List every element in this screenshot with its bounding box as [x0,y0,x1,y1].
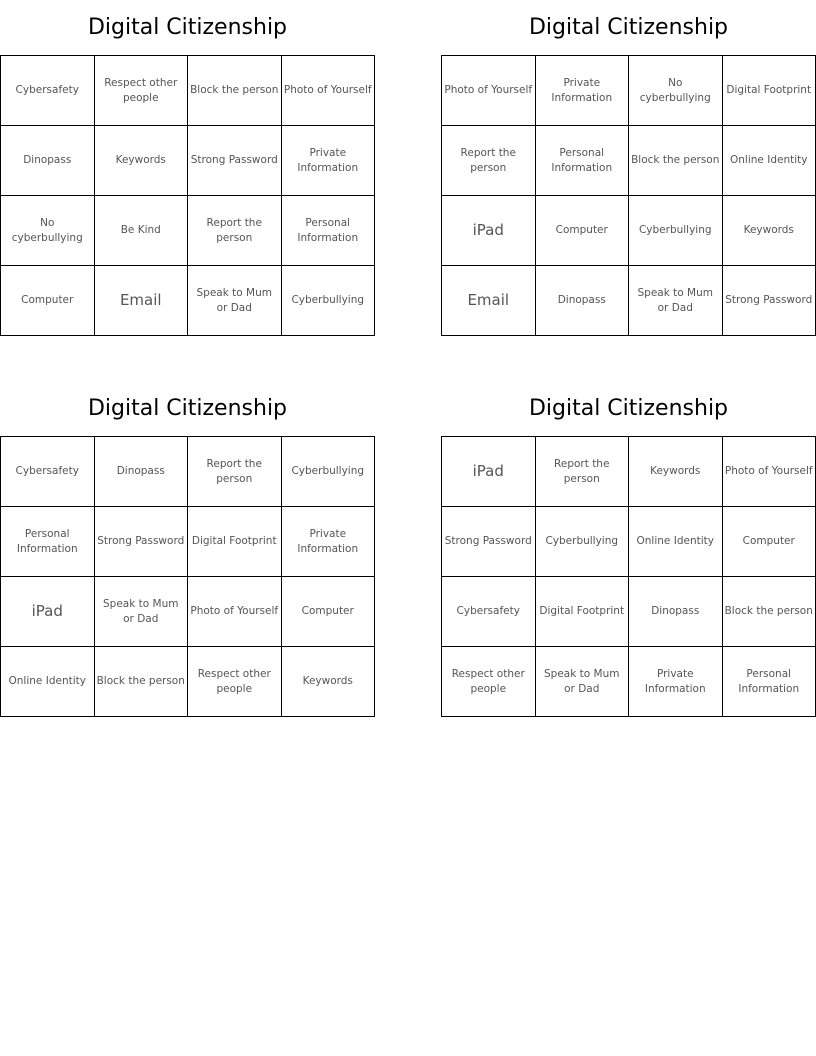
table-row [442,56,816,126]
bingo-cell: Respect other people [94,56,188,126]
card-title: Digital Citizenship [87,396,288,421]
bingo-cell: Personal Information [1,507,95,577]
table-row [442,437,816,507]
bingo-cell: Strong Password [442,507,536,577]
bingo-grid [441,55,816,336]
table-row [442,577,816,647]
bingo-cell: iPad [442,437,536,507]
bingo-cell: Report the person [188,196,282,266]
table-row [1,56,375,126]
bingo-cell: Keywords [629,437,723,507]
table-row [1,577,375,647]
bingo-cell: Keywords [722,196,816,266]
bingo-cell: Cyberbullying [629,196,723,266]
bingo-cell: Dinopass [94,437,188,507]
table-row [442,647,816,717]
bingo-cell: Private Information [629,647,723,717]
table-row [442,196,816,266]
bingo-grid [0,55,375,336]
bingo-cell: Online Identity [629,507,723,577]
bingo-cell: Speak to Mum or Dad [94,577,188,647]
bingo-cell: Block the person [629,126,723,196]
bingo-cell: Speak to Mum or Dad [188,266,282,336]
bingo-cell: iPad [1,577,95,647]
table-row [442,507,816,577]
bingo-cell: Cyberbullying [281,437,375,507]
bingo-cell: Personal Information [535,126,629,196]
bingo-cell: No cyberbullying [1,196,95,266]
bingo-cell: Strong Password [722,266,816,336]
table-row [1,507,375,577]
bingo-cell: Computer [722,507,816,577]
bingo-cell: Computer [535,196,629,266]
bingo-grid [0,436,375,717]
bingo-cell: Online Identity [1,647,95,717]
bingo-cell: Respect other people [188,647,282,717]
bingo-cell: Cybersafety [442,577,536,647]
bingo-cell: Respect other people [442,647,536,717]
bingo-cell: Keywords [94,126,188,196]
bingo-cell: Computer [281,577,375,647]
bingo-cell: Strong Password [188,126,282,196]
bingo-cell: Block the person [188,56,282,126]
bingo-cell: Keywords [281,647,375,717]
bingo-cell: Online Identity [722,126,816,196]
table-row [442,266,816,336]
table-row [1,647,375,717]
table-row [1,266,375,336]
bingo-cell: Private Information [535,56,629,126]
bingo-cell: Block the person [722,577,816,647]
bingo-cell: Dinopass [629,577,723,647]
bingo-cell: Report the person [535,437,629,507]
bingo-cell: Photo of Yourself [281,56,375,126]
bingo-cell: Private Information [281,507,375,577]
table-row [1,437,375,507]
bingo-cell: Strong Password [94,507,188,577]
bingo-cell: Computer [1,266,95,336]
table-row [1,126,375,196]
bingo-cell: Digital Footprint [722,56,816,126]
bingo-cell: Digital Footprint [188,507,282,577]
bingo-cell: iPad [442,196,536,266]
table-row [1,196,375,266]
bingo-cell: Be Kind [94,196,188,266]
bingo-cell: Cyberbullying [535,507,629,577]
bingo-cell: No cyberbullying [629,56,723,126]
bingo-cell: Speak to Mum or Dad [535,647,629,717]
card-title: Digital Citizenship [528,396,729,421]
bingo-cell: Photo of Yourself [188,577,282,647]
card-title: Digital Citizenship [528,15,729,40]
bingo-cell: Cyberbullying [281,266,375,336]
bingo-cell: Speak to Mum or Dad [629,266,723,336]
bingo-cell: Block the person [94,647,188,717]
bingo-cell: Report the person [188,437,282,507]
bingo-cell: Email [94,266,188,336]
bingo-cell: Email [442,266,536,336]
bingo-cell: Private Information [281,126,375,196]
bingo-cell: Dinopass [535,266,629,336]
bingo-cell: Photo of Yourself [722,437,816,507]
bingo-cell: Cybersafety [1,56,95,126]
card-title: Digital Citizenship [87,15,288,40]
bingo-cell: Report the person [442,126,536,196]
bingo-cell: Personal Information [722,647,816,717]
bingo-grid [441,436,816,717]
bingo-cell: Digital Footprint [535,577,629,647]
bingo-cell: Cybersafety [1,437,95,507]
bingo-cell: Dinopass [1,126,95,196]
bingo-cell: Personal Information [281,196,375,266]
table-row [442,126,816,196]
bingo-cell: Photo of Yourself [442,56,536,126]
